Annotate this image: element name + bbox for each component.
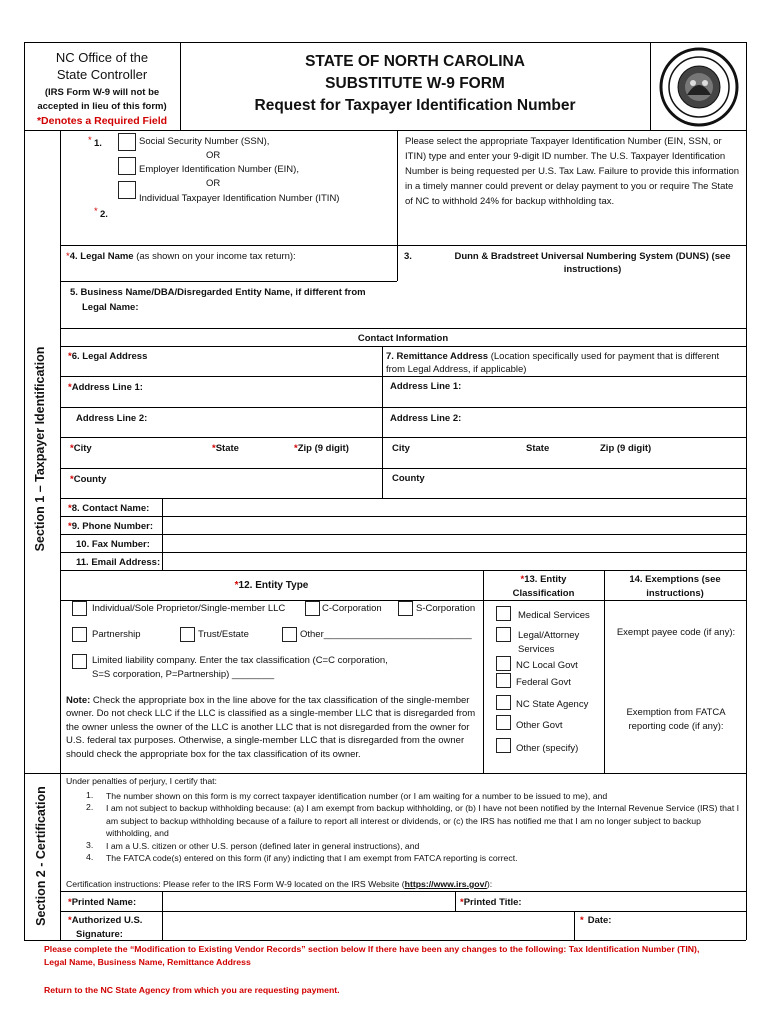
contact-name-label [68,502,149,515]
certification-instructions-suffix: ): [486,879,493,889]
email-address-input[interactable] [164,554,744,569]
date-label [580,914,611,927]
legal-attorney-checkbox[interactable] [496,627,511,642]
certification-item-3-num: 3. [86,840,94,850]
certification-item-2-num: 2. [86,802,94,812]
remit-address-line-2-input[interactable] [465,410,743,436]
nc-local-govt-checkbox[interactable] [496,656,511,671]
certification-top [60,773,746,774]
exemptions-title-1: 14. Exemptions (see [629,574,721,585]
legal-attorney-label-2: Services [518,644,555,655]
left-border [24,42,25,940]
exemptions-title-2: instructions) [646,588,704,599]
entity-type-star: * [234,580,239,591]
contact-name-input[interactable] [164,500,744,515]
nc-state-agency-label: NC State Agency [516,699,589,710]
exempt-payee-label: Exempt payee code (if any): [616,627,736,638]
remit-address-line-1-input[interactable] [465,379,743,405]
office-line-1: NC Office of the [55,50,149,65]
classification-star: * [520,574,525,585]
contact-name-star: * [68,503,72,514]
header-bottom-border [24,130,746,131]
form-title-request: Request for Taxpayer Identification Number [254,97,576,114]
authorized-signature-label-1 [68,914,142,927]
fatca-code-input[interactable] [608,736,744,770]
authorized-signature-label-2: Signature: [76,929,123,940]
scorp-label: S-Corporation [416,603,476,614]
legal-address-text: 6. Legal Address [71,351,148,362]
printed-title-divider [455,891,456,911]
tin-number-1: 1. [94,138,102,149]
irs-website-link[interactable]: https://www.irs.gov/ [404,879,487,889]
county-left-star: * [70,474,74,485]
phone-number-input[interactable] [164,518,744,533]
legal-address-line-1-input[interactable] [150,379,378,405]
header-divider-right [650,42,651,130]
contact-name-text: 8. Contact Name: [71,503,150,514]
remit-county-input[interactable] [430,471,743,495]
business-name-line-2: Legal Name: [82,302,139,313]
top-border [24,42,746,43]
fatca-label-2: reporting code (if any): [628,721,724,732]
duns-label: Dunn & Bradstreet Universal Numbering System (DUNS) (see instructions) [454,251,731,275]
certification-item-1-num: 1. [86,790,94,800]
footer-return-note: Return to the NC State Agency from which you are requesting payment. [44,985,340,995]
ein-checkbox[interactable] [118,157,136,175]
certification-instructions-text: Certification instructions: Please refer to the IRS Form W-9 located on the IRS Website ( [66,879,405,889]
legal-name-label-rest: (as shown on your income tax return): [133,251,296,262]
legal-attorney-label-1: Legal/Attorney [518,630,580,641]
certification-intro: Under penalties of perjury, I certify that: [66,776,217,786]
exempt-payee-input[interactable] [608,642,744,692]
address-line-1-star: * [68,382,72,393]
individual-label: Individual/Sole Proprietor/Single-member LLC [92,603,286,614]
fax-top [60,534,746,535]
authorized-signature-star: * [68,915,72,926]
addr1-top [60,376,746,377]
ein-label: Employer Identification Number (EIN), [139,164,299,175]
federal-govt-checkbox[interactable] [496,673,511,688]
state-left-text: State [215,443,239,454]
date-star: * [580,915,584,926]
required-field-note: *Denotes a Required Field [36,115,168,127]
zip-left-text: Zip (9 digit) [297,443,349,454]
irs-note-line-1: (IRS Form W-9 will not be [44,87,160,98]
printed-title-text: Printed Title: [463,897,522,908]
email-address-label: 11. Email Address: [76,557,161,568]
bottom-border [24,940,746,941]
printed-name-text: Printed Name: [71,897,137,908]
entity-type-title [60,579,483,592]
printed-title-label [460,896,522,909]
irs-note-line-2: accepted in lieu of this form) [37,101,167,112]
itin-label: Individual Taxpayer Identification Number (ITIN) [139,193,340,204]
county-left-text: County [73,474,107,485]
business-name-top [60,281,397,282]
city-left-star: * [70,443,74,454]
legal-address-line-2-input[interactable] [150,410,378,436]
trust-label: Trust/Estate [198,629,249,640]
date-input[interactable] [620,913,744,938]
zip-right-label: Zip (9 digit) [600,443,652,454]
county-left-label [70,473,106,486]
legal-city-input[interactable] [62,456,207,466]
certification-item-4-num: 4. [86,852,94,862]
signature-top [60,911,746,912]
entity-block-top [60,570,746,571]
business-name-line-1: 5. Business Name/DBA/Disregarded Entity Name, if different from [70,287,366,298]
partnership-label: Partnership [92,629,141,640]
state-right-label: State [526,443,550,454]
contact-header-bottom [60,346,746,347]
city-left-text: City [73,443,92,454]
certification-item-4: The FATCA code(s) entered on this form (if any) indicting that I am exempt from FATCA reporting is correct. [106,853,518,863]
signature-input[interactable] [164,913,572,938]
fatca-label-1: Exemption from FATCA [626,707,726,718]
individual-checkbox[interactable] [72,601,87,616]
form-title-substitute: SUBSTITUTE W-9 FORM [325,75,505,92]
address-line-1-left-label [68,381,143,394]
printed-name-label [68,896,136,909]
date-text: Date: [587,915,612,926]
legal-duns-divider [397,245,398,281]
state-left-star: * [212,443,216,454]
other-govt-checkbox[interactable] [496,715,511,730]
certification-item-1: The number shown on this form is my correct taxpayer identification number (or I am waiting for a number to be issued to me), and [106,791,608,801]
entity-note-text: Check the appropriate box in the line above for the tax classification of the single-member owner. Do not check LLC if the LLC is classified as a single-member LLC that is disregarded from the owner unless the owner of the LLC is another LLC that is not disregarded from the owner for U.S. federal tax purposes. Otherwise, a single-member LLC that is disregarded from the owner should check the appropriate box for the tax classification of its owner. [66,695,476,760]
other-specify-checkbox[interactable] [496,738,511,753]
remittance-address-bold: 7. Remittance Address [386,351,489,362]
legal-name-label-bold: 4. Legal Name [69,251,134,262]
section-2-label: Section 2 - Certification [34,786,48,926]
city-right-label: City [392,443,410,454]
footer-note-line-2: Legal Name, Business Name, Remittance Address [44,957,251,967]
fax-number-input[interactable] [164,536,744,551]
nc-state-agency-checkbox[interactable] [496,695,511,710]
tin-instructions: Please select the appropriate Taxpayer Identification Number (EIN, SSN, or ITIN) type and enter your 9-digit ID number. The U.S. Taxpayer Identification Number is being requested per U.S. Tax Law. Failure to provide this information in a timely manner could prevent or delay payment to you or require The State of NC to withhold 24% for backup withholding tax. [405,136,740,207]
zip-left-star: * [294,443,298,454]
certification-item-3: I am a U.S. citizen or other U.S. person (defined later in general instructions), and [106,841,420,851]
llc-label-line-2: S=S corporation, P=Partnership) ________ [92,669,275,680]
entity-note [66,694,478,761]
classification-title-1 [483,573,604,586]
entity-note-bold: Note: [66,695,91,706]
legal-address-star: * [68,351,72,362]
legal-county-input[interactable] [120,471,378,495]
phone-top [60,516,746,517]
remittance-address-rest: (Location specifically used for payment that is different from Legal Address, if applicable) [386,351,720,375]
scorp-checkbox[interactable] [398,601,413,616]
address-line-2-right-label: Address Line 2: [390,413,462,424]
llc-label-line-1: Limited liability company. Enter the tax classification (C=C corporation, [92,655,388,666]
tin-number-input[interactable] [112,204,392,222]
address-line-1-right-label: Address Line 1: [390,381,462,392]
other-entity-checkbox[interactable] [282,627,297,642]
zip-left-label [294,442,349,455]
trust-checkbox[interactable] [180,627,195,642]
county-row-top [60,468,746,469]
contact-info-header: Contact Information [357,333,449,344]
entity-type-title-text: 12. Entity Type [238,580,309,591]
section-column-border [60,130,61,940]
address-line-2-left-label: Address Line 2: [76,413,148,424]
county-right-label: County [392,473,425,484]
section-divider [24,773,60,774]
classification-title-1-text: 13. Entity [524,574,567,585]
phone-number-label [68,520,153,533]
remittance-address-label [386,350,726,376]
city-left-label [70,442,92,455]
right-border [746,42,747,940]
medical-services-checkbox[interactable] [496,606,511,621]
section-1-label: Section 1 – Taxpayer Identification [33,346,47,552]
city-row-top [60,437,746,438]
tin-required-star-2: * [94,206,98,217]
address-column-divider [382,346,383,498]
printed-name-input[interactable] [164,893,453,910]
printed-title-star: * [460,897,464,908]
printed-name-star: * [68,897,72,908]
classification-title-2: Classification [512,588,575,599]
federal-govt-label: Federal Govt [516,677,571,688]
ccorp-label: C-Corporation [322,603,382,614]
certification-item-2: I am not subject to backup withholding because: (a) I am exempt from backup withholding, or (b) I have not been notified by the Internal Revenue Service (IRS) that I am subject to backup withholding because of a failure to report all interest or dividends, or (c) the IRS has notified me that I am no longer subject to backup withholding, and [106,803,740,838]
other-govt-label: Other Govt [516,720,563,731]
other-specify-label: Other (specify) [516,743,579,754]
fax-number-label: 10. Fax Number: [76,539,150,550]
legal-name-label [66,250,396,263]
remit-city-input[interactable] [384,456,519,466]
certification-instructions [66,879,492,889]
legal-name-input[interactable] [62,265,395,280]
ccorp-checkbox[interactable] [305,601,320,616]
footer-note-line-1: Please complete the “Modification to Existing Vendor Records” section below If there have been any changes to the following: Tax Identification Number (TIN), [44,944,700,954]
phone-number-star: * [68,521,72,532]
contact-header-top [60,328,746,329]
ssn-checkbox[interactable] [118,133,136,151]
signature-date-divider [574,911,575,940]
printed-title-input[interactable] [530,893,744,910]
address-line-1-left-text: Address Line 1: [71,382,143,393]
ssn-label: Social Security Number (SSN), [139,136,270,147]
phone-number-text: 9. Phone Number: [71,521,153,532]
legal-name-star: * [66,251,70,262]
nc-local-govt-label: NC Local Govt [516,660,578,671]
tin-or-2: OR [206,178,221,189]
office-line-2: State Controller [56,67,148,82]
llc-checkbox[interactable] [72,654,87,669]
legal-address-label [68,350,147,363]
form-title-state: STATE OF NORTH CAROLINA [305,53,525,70]
itin-checkbox[interactable] [118,181,136,199]
tin-divider [397,130,398,245]
duns-number: 3. [404,251,412,262]
addr2-top [60,407,746,408]
duns-input[interactable] [399,281,744,328]
other-entity-label: Other____________________________ [300,629,472,640]
state-left-label [212,442,239,455]
email-top [60,552,746,553]
medical-services-label: Medical Services [518,610,590,621]
partnership-checkbox[interactable] [72,627,87,642]
authorized-signature-label-1-text: Authorized U.S. [71,915,143,926]
tin-required-star: * [88,135,92,146]
legal-name-top [60,245,746,246]
tin-number-2: 2. [100,209,108,220]
printed-name-divider [162,891,163,940]
tin-or-1: OR [206,150,221,161]
state-seal-icon [653,45,745,129]
